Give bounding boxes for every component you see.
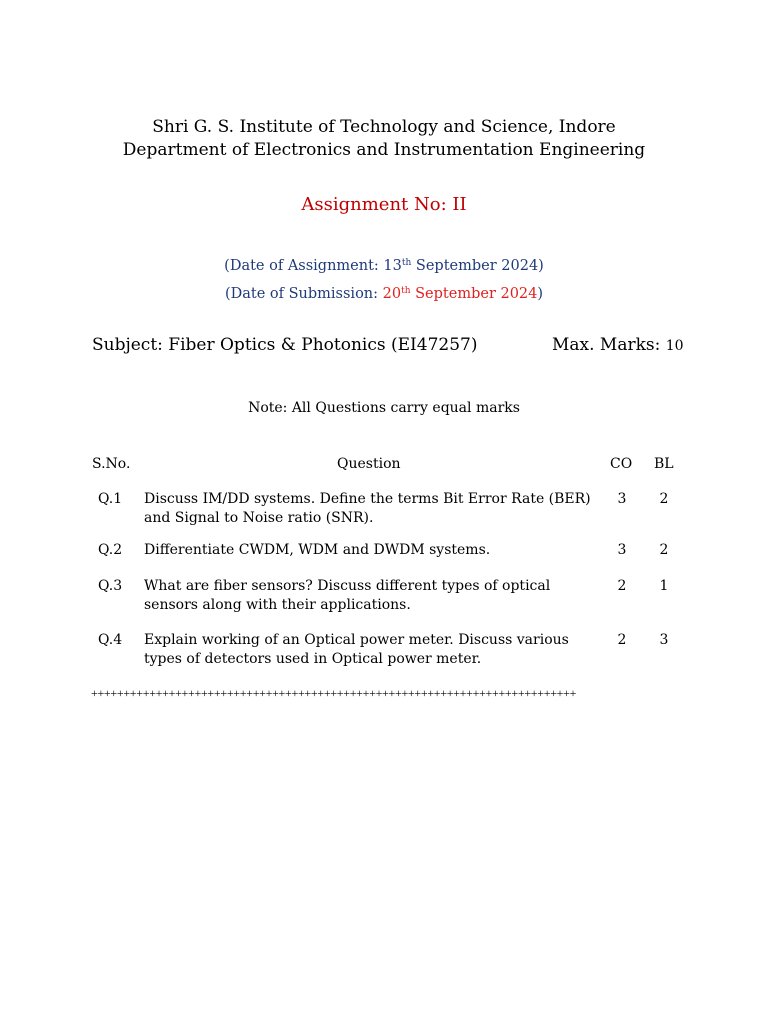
table-row-question [144, 541, 594, 560]
date-of-assignment-label: Date of Assignment: 13 [229, 258, 402, 274]
department-name: Department of Electronics and Instrumentation Engineering [122, 140, 646, 160]
institute-name: Shri G. S. Institute of Technology and Science, Indore [152, 117, 616, 137]
date-of-assignment-rest: September 2024 [411, 258, 539, 274]
table-row-co: 2 [617, 578, 627, 594]
header-co: CO [610, 456, 633, 472]
table-row-question [144, 577, 594, 615]
table-row-co: 3 [617, 542, 627, 558]
paren-open: ( [224, 258, 230, 274]
question-line: Explain working of an Optical power meter. Discuss various [144, 632, 569, 648]
table-row-sno: Q.3 [98, 578, 123, 594]
plus-divider: +++++++++++++++++++++++++++++++++++++++++++++++++++++++++++++++++++++++++++ [91, 686, 577, 700]
max-marks-value: 10 [665, 338, 684, 354]
subject-line: Subject: Fiber Optics & Photonics (EI47257) [92, 335, 478, 355]
table-row-bl: 1 [659, 578, 669, 594]
table-row-sno: Q.1 [98, 491, 123, 507]
date-of-assignment [0, 257, 768, 275]
question-line: sensors along with their applications. [144, 597, 411, 613]
paren-close: ) [538, 258, 544, 274]
paren-close: ) [537, 286, 544, 302]
table-row-bl: 2 [659, 491, 669, 507]
question-line: types of detectors used in Optical power meter. [144, 651, 482, 667]
question-line: Differentiate CWDM, WDM and DWDM systems. [144, 542, 491, 558]
date-of-submission-value [383, 286, 538, 302]
table-row-co: 3 [617, 491, 627, 507]
question-line: Discuss IM/DD systems. Define the terms Bit Error Rate (BER) [144, 491, 591, 507]
question-line: and Signal to Noise ratio (SNR). [144, 510, 374, 526]
date-of-assignment-suffix: th [401, 258, 412, 268]
date-of-submission-rest: September 2024 [410, 286, 538, 302]
paren-open: ( [224, 286, 231, 302]
date-of-submission-suffix: th [401, 286, 411, 296]
max-marks [552, 334, 684, 357]
max-marks-label: Max. Marks: [552, 335, 666, 355]
note-text: Note: All Questions carry equal marks [248, 400, 520, 416]
table-row-question [144, 490, 594, 528]
header-bl: BL [654, 456, 674, 472]
date-of-submission [0, 285, 768, 303]
date-of-submission-day: 20 [382, 286, 402, 302]
header-question: Question [337, 456, 401, 472]
header-sno: S.No. [92, 456, 131, 472]
table-row-sno: Q.2 [98, 542, 123, 558]
table-row-question [144, 631, 594, 669]
date-of-submission-label: Date of Submission: [230, 286, 383, 302]
table-row-bl: 3 [659, 632, 669, 648]
assignment-title: Assignment No: II [301, 194, 467, 215]
table-row-co: 2 [617, 632, 627, 648]
table-row-sno: Q.4 [98, 632, 123, 648]
table-row-bl: 2 [659, 542, 669, 558]
question-line: What are fiber sensors? Discuss different types of optical [144, 578, 551, 594]
